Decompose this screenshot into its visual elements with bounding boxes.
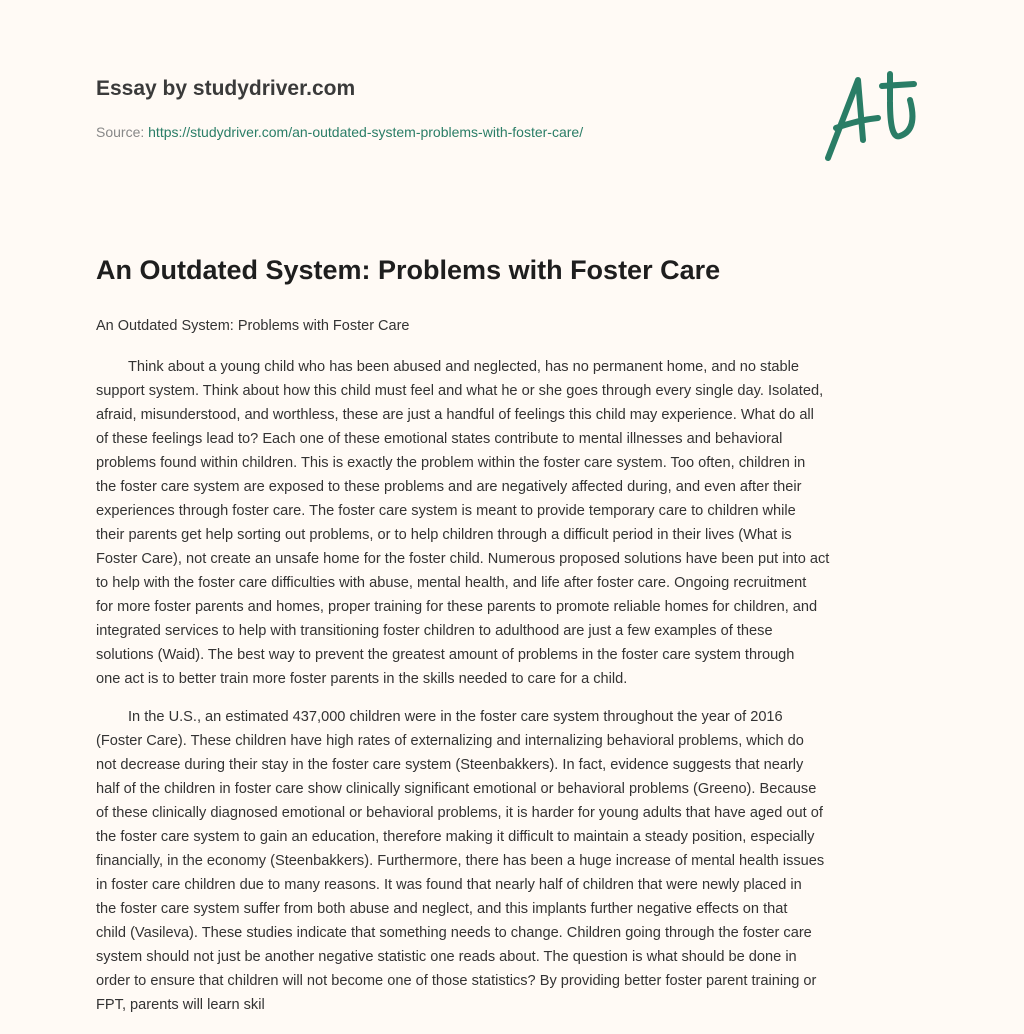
- paragraph-line: not decrease during their stay in the foster care system (Steenbakkers). In fact, evidence suggests that nearly: [96, 757, 804, 773]
- paragraph-line: system should not just be another negative statistic one reads about. The question is what should be done in: [96, 949, 797, 965]
- paragraph-line: their parents get help sorting out problems, or to help children through a difficult period in their lives (What is: [96, 527, 792, 543]
- paragraph-line: problems found within children. This is exactly the problem within the foster care system. Too often, children in: [96, 455, 806, 471]
- page-title: An Outdated System: Problems with Foster Care: [96, 255, 721, 285]
- paragraph-line: child (Vasileva). These studies indicate that something needs to change. Children going through the foster care: [96, 925, 812, 941]
- paragraph-line: integrated services to help with transitioning foster children to adulthood are just a few examples of these: [96, 623, 773, 639]
- paragraph-line: order to ensure that children will not become one of those statistics? By providing better foster parent training or: [96, 973, 817, 989]
- paragraph-line: to help with the foster care difficulties with abuse, mental health, and life after foster care. Ongoing recruitment: [96, 575, 807, 591]
- paragraph-line: the foster care system are exposed to these problems and are negatively affected during, and even after their: [96, 479, 802, 495]
- paragraph-line: experiences through foster care. The foster care system is meant to provide temporary care to children while: [96, 503, 796, 519]
- source-line: [96, 124, 583, 140]
- paragraph-line: FPT, parents will learn skil: [96, 997, 265, 1013]
- essay-subtitle: An Outdated System: Problems with Foster Care: [96, 318, 410, 334]
- paragraph-line: in foster care children due to many reasons. It was found that nearly half of children that were newly placed in: [96, 877, 802, 893]
- paragraph-2: [96, 705, 824, 1017]
- paragraph-line: financially, in the economy (Steenbakkers). Furthermore, there has been a huge increase of mental health issues: [96, 853, 825, 869]
- paragraph-line: half of the children in foster care show clinically significant emotional or behavioral problems (Greeno). Because: [96, 781, 817, 797]
- paragraph-1: [96, 355, 829, 691]
- source-link[interactable]: https://studydriver.com/an-outdated-system-problems-with-foster-care/: [148, 124, 584, 140]
- source-label: Source:: [96, 124, 145, 140]
- site-brand: Essay by studydriver.com: [96, 77, 356, 100]
- paragraph-line: support system. Think about how this child must feel and what he or she goes through every single day. Isolated,: [96, 383, 824, 399]
- paragraph-line: the foster care system to gain an education, therefore making it difficult to maintain a steady position, especially: [96, 829, 815, 845]
- paragraph-line: of these feelings lead to? Each one of these emotional states contribute to mental illnesses and behavioral: [96, 431, 783, 447]
- paragraph-line: In the U.S., an estimated 437,000 children were in the foster care system throughout the year of 2016: [128, 709, 783, 725]
- paragraph-line: Foster Care), not create an unsafe home for the foster child. Numerous proposed solutions have been put into act: [96, 551, 830, 567]
- paragraph-line: of these clinically diagnosed emotional or behavioral problems, it is harder for young adults that have aged out of: [96, 805, 823, 821]
- paragraph-line: one act is to better train more foster parents in the skills needed to care for a child.: [96, 671, 628, 687]
- paragraph-line: for more foster parents and homes, proper training for these parents to promote reliable homes for children, and: [96, 599, 818, 615]
- paragraph-line: afraid, misunderstood, and worthless, these are just a handful of feelings this child may experience. What do all: [96, 407, 814, 423]
- paragraph-line: Think about a young child who has been abused and neglected, has no permanent home, and no stable: [128, 359, 799, 375]
- a-plus-logo: [818, 70, 928, 165]
- paragraph-line: solutions (Waid). The best way to prevent the greatest amount of problems in the foster care system through: [96, 647, 795, 663]
- paragraph-line: the foster care system suffer from both abuse and neglect, and this implants further negative effects on that: [96, 901, 788, 917]
- paragraph-line: (Foster Care). These children have high rates of externalizing and internalizing behavioral problems, which do: [96, 733, 804, 749]
